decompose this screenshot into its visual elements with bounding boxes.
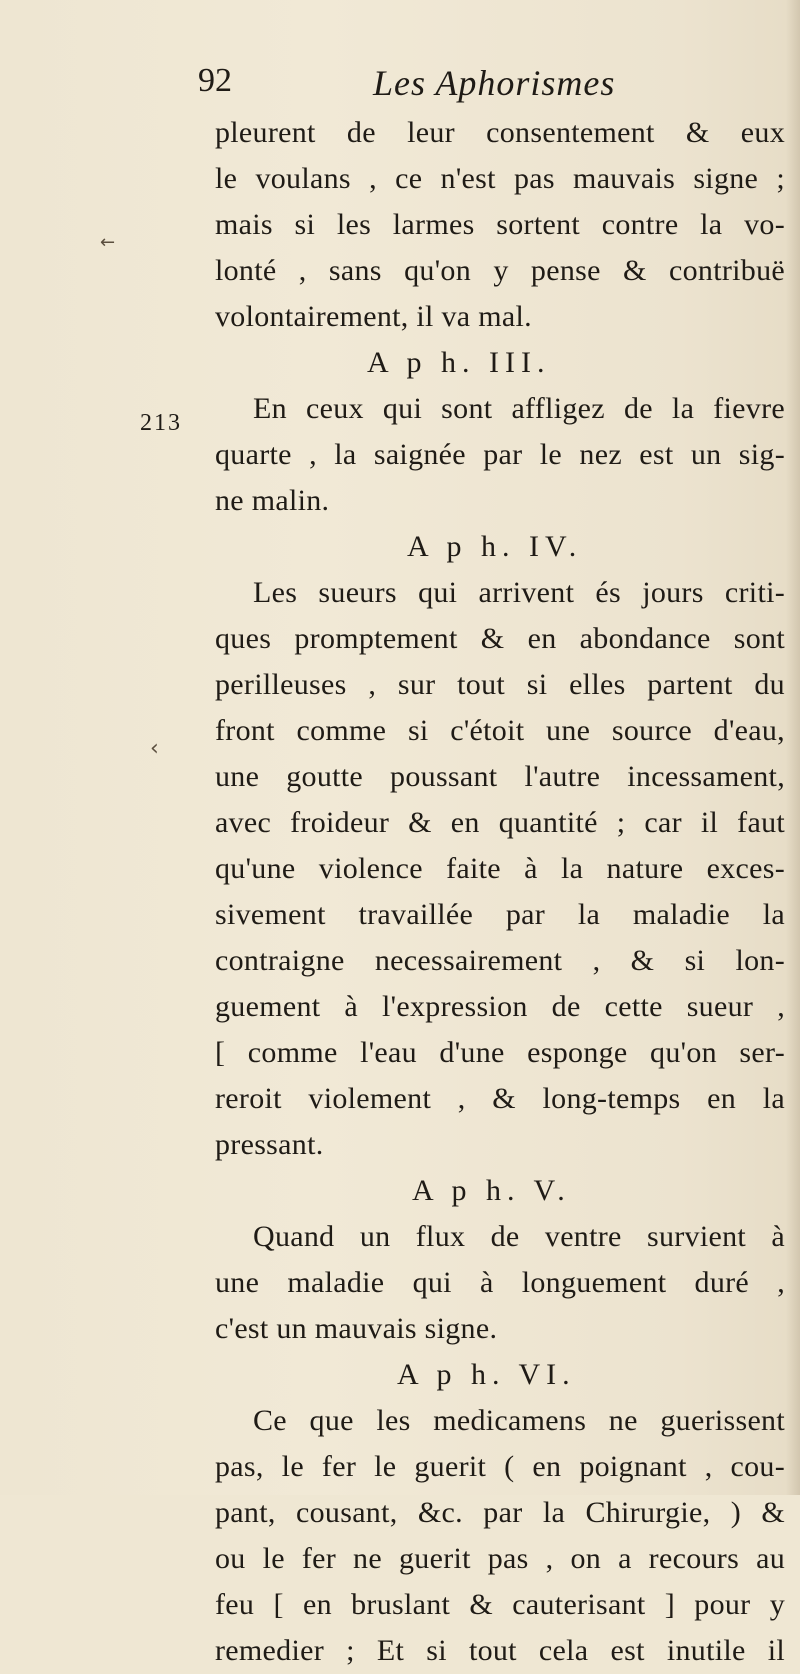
text-line: qu'une violence faite à la nature exces-: [215, 852, 785, 885]
text-line: Les sueurs qui arrivent és jours criti-: [253, 576, 785, 609]
text-line: contraigne necessairement , & si lon-: [215, 944, 785, 977]
page-edge-shadow: [786, 0, 800, 1495]
text-line: Quand un flux de ventre survient à: [253, 1220, 785, 1253]
margin-note: 213: [140, 410, 182, 436]
text-line: Ce que les medicamens ne guerissent: [253, 1404, 785, 1437]
running-title: Les Aphorismes: [373, 63, 616, 103]
aphorism-heading: A p h. III.: [367, 346, 551, 379]
text-line: c'est un mauvais signe.: [215, 1312, 498, 1345]
text-line: feu [ en bruslant & cauterisant ] pour y: [215, 1588, 785, 1621]
text-line: [ comme l'eau d'une esponge qu'on ser-: [215, 1036, 785, 1069]
text-line: pleurent de leur consentement & eux: [215, 116, 785, 149]
text-line: le voulans , ce n'est pas mauvais signe ;: [215, 162, 785, 195]
text-line: pant, cousant, &c. par la Chirurgie, ) &: [215, 1496, 785, 1529]
text-line: front comme si c'étoit une source d'eau,: [215, 714, 785, 747]
ink-mark: ←: [100, 232, 116, 253]
text-line: perilleuses , sur tout si elles partent du: [215, 668, 785, 701]
text-line: remedier ; Et si tout cela est inutile il: [215, 1634, 785, 1667]
text-line: volontairement, il va mal.: [215, 300, 532, 333]
text-line: avec froideur & en quantité ; car il faut: [215, 806, 785, 839]
aphorism-heading: A p h. VI.: [397, 1358, 576, 1391]
text-line: pas, le fer le guerit ( en poignant , cou-: [215, 1450, 785, 1483]
text-line: quarte , la saignée par le nez est un sig-: [215, 438, 785, 471]
text-line: une maladie qui à longuement duré ,: [215, 1266, 785, 1299]
text-line: mais si les larmes sortent contre la vo-: [215, 208, 785, 241]
aphorism-heading: A p h. IV.: [407, 530, 583, 563]
pencil-mark: ‹: [150, 736, 159, 761]
text-line: lonté , sans qu'on y pense & contribuë: [215, 254, 785, 287]
text-line: reroit violement , & long-temps en la: [215, 1082, 785, 1115]
text-line: pressant.: [215, 1128, 324, 1161]
text-line: ou le fer ne guerit pas , on a recours au: [215, 1542, 785, 1575]
page-number: 92: [198, 62, 232, 99]
text-line: ques promptement & en abondance sont: [215, 622, 785, 655]
body-text: [215, 110, 785, 1674]
text-line: En ceux qui sont affligez de la fievre: [253, 392, 785, 425]
aphorism-heading: A p h. V.: [412, 1174, 571, 1207]
text-line: guement à l'expression de cette sueur ,: [215, 990, 785, 1023]
text-line: ne malin.: [215, 484, 330, 517]
page-header: [198, 60, 638, 108]
text-line: une goutte poussant l'autre incessament,: [215, 760, 785, 793]
text-line: sivement travaillée par la maladie la: [215, 898, 785, 931]
